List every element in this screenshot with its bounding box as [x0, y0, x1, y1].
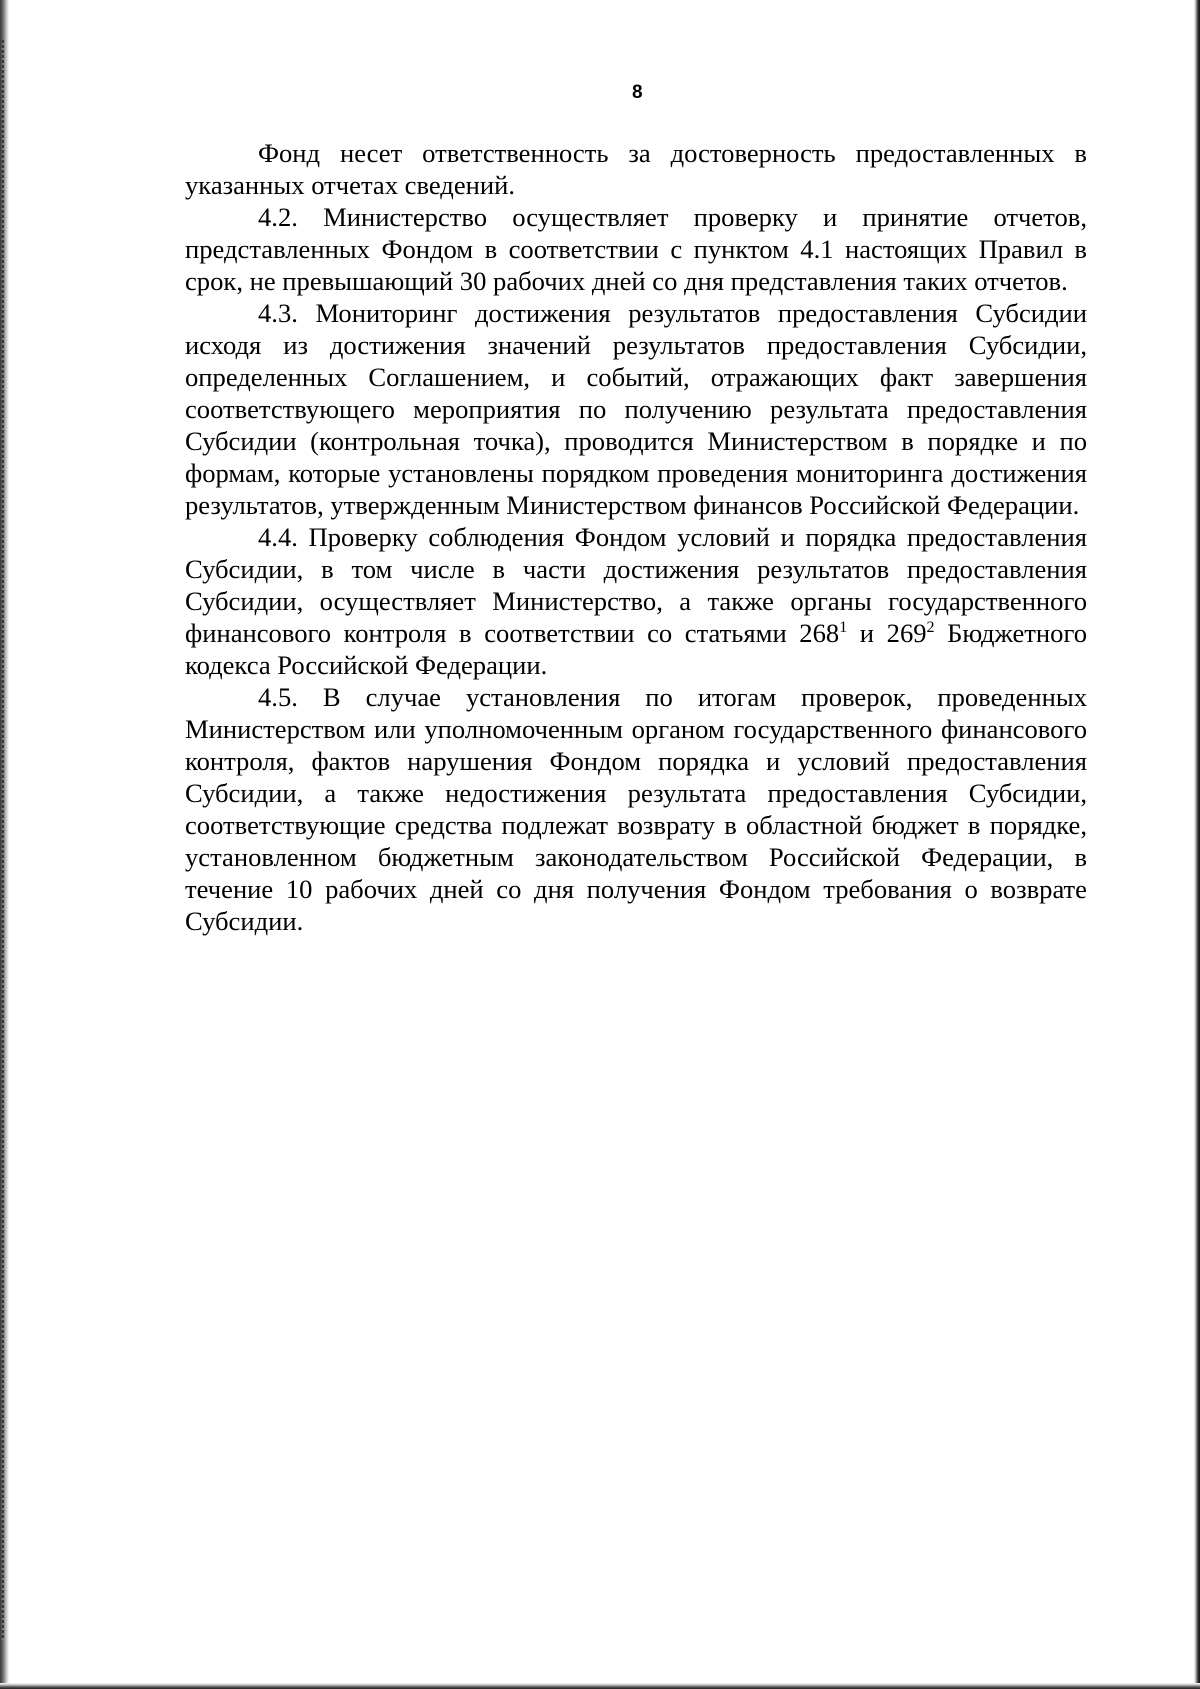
paragraph-4-4-text-middle: и 269	[847, 618, 927, 648]
footnote-superscript-2: 2	[926, 619, 935, 636]
paragraph-4-3: 4.3. Мониторинг достижения результатов предоставления Субсидии исходя из достижения значений результатов предоставления Субсидии, определенных Соглашением, и событий, отражающих факт завершения соответствующего мероприятия по получению результата предоставления Субсидии (контрольная точка), проводится Министерством в порядке и по формам, которые установлены порядком проведения мониторинга достижения результатов, утвержденным Министерством финансов Российской Федерации.	[185, 298, 1087, 520]
paragraph-4-4	[185, 521, 1087, 681]
paragraph-4-2: 4.2. Министерство осуществляет проверку и принятие отчетов, представленных Фондом в соответствии с пунктом 4.1 настоящих Правил в срок, не превышающий 30 рабочих дней со дня представления таких отчетов.	[185, 202, 1087, 296]
paragraph-4-4-text-before: 4.4. Проверку соблюдения Фондом условий и порядка предоставления Субсидии, в том числе в части достижения результатов предоставления Субсидии, осуществляет Министерство, а также органы государственного финансового контроля в соответствии со статьями 268	[185, 522, 1087, 648]
paragraph-fund-responsibility: Фонд несет ответственность за достоверность предоставленных в указанных отчетах сведений.	[185, 138, 1087, 200]
scan-edge-left-noise	[2, 40, 4, 1640]
footnote-superscript-1: 1	[839, 619, 848, 636]
scan-edge-right	[1194, 0, 1200, 1689]
page-number: 8	[632, 82, 643, 103]
paragraph-4-5: 4.5. В случае установления по итогам проверок, проведенных Министерством или уполномоченным органом государственного финансового контроля, фактов нарушения Фондом порядка и условий предоставления Субсидии, а также недостижения результата предоставления Субсидии, соответствующие средства подлежат возврату в областной бюджет в порядке, установленном бюджетным законодательством Российской Федерации, в течение 10 рабочих дней со дня получения Фондом требования о возврате Субсидии.	[185, 682, 1087, 936]
document-body	[185, 137, 1087, 937]
scan-edge-bottom	[0, 1683, 1200, 1689]
paragraph-4-4-text-after: Бюджетного кодекса Российской Федерации.	[185, 618, 1087, 680]
